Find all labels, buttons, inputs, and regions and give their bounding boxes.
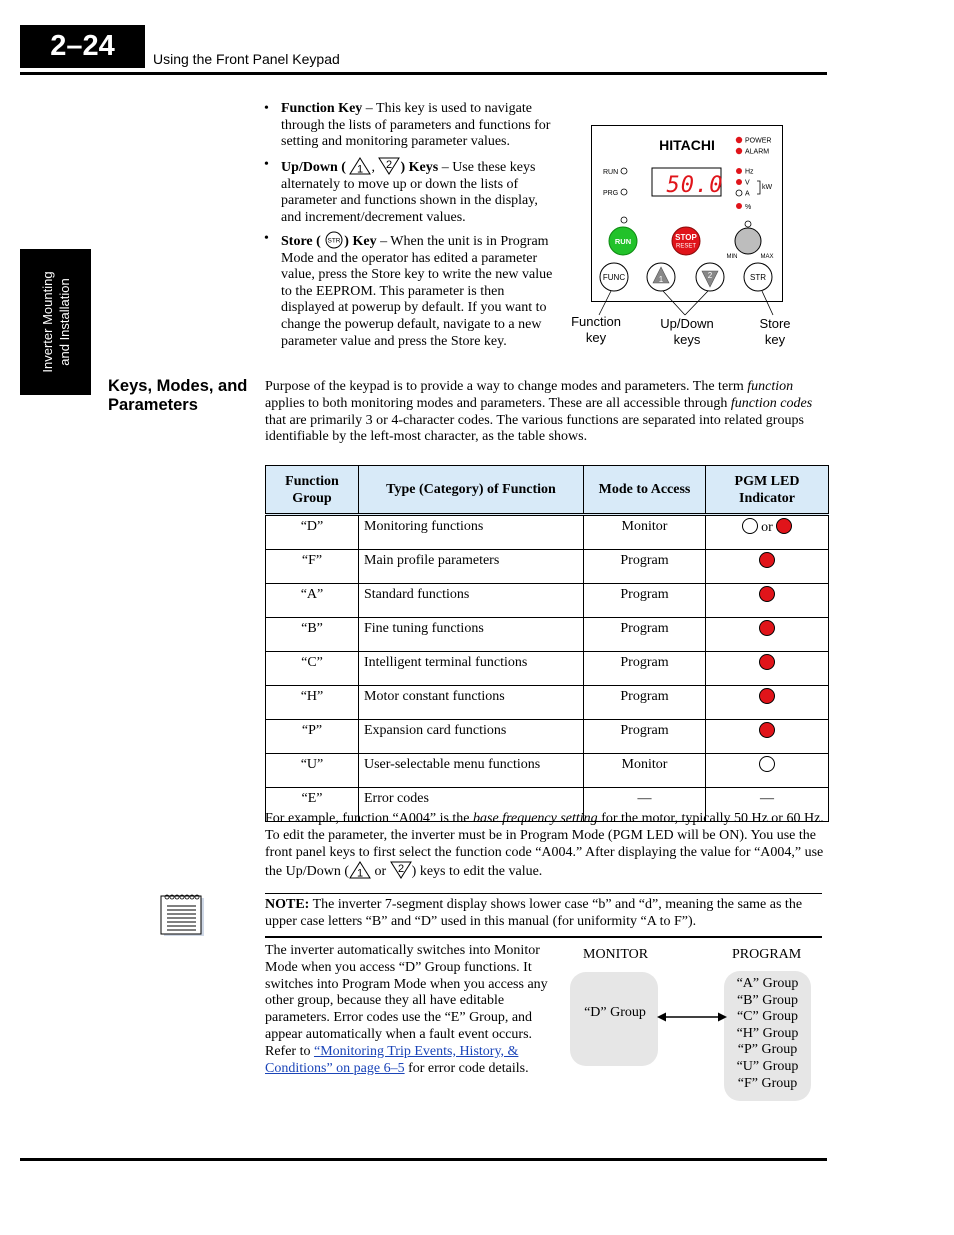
v-label: V — [745, 179, 750, 187]
bullet-updown-keys: • Up/Down ( 1 , 2 ) Keys – Use these keys alternately to move up or down the lists of parameter and functions shown in the display, and increment/decrement values. — [264, 157, 538, 225]
svg-text:RUN: RUN — [614, 237, 632, 246]
svg-text:2: 2 — [397, 863, 404, 876]
down-key-icon — [390, 861, 412, 879]
svg-text:STR: STR — [750, 273, 766, 282]
table-row: “P” Expansion card functions Program — [266, 720, 829, 754]
table-row: “A” Standard functions Program — [266, 584, 829, 618]
bullet-store-key: • Store ( STR ) Key – When the unit is in Program Mode and the operator has edited a parameter value, press the Store key to write the new value to the EEPROM. This parameter is then displayed at powerup by default. If you want to change the powerup default, navigate to a new parameter value and press the Store key. — [264, 231, 553, 349]
led-on-icon — [759, 654, 775, 670]
monitoring-trip-events-link[interactable]: “Monitoring Trip Events, History, & Conditions” on page 6–5 — [265, 1043, 519, 1076]
keypad-drawing — [591, 125, 786, 320]
list-item: “P” Group — [737, 1042, 798, 1058]
example-paragraph: For example, function “A004” is the base frequency setting for the motor, typically 50 Hz or 60 Hz. To edit the parameter, the inverter must be in Program Mode (PGM LED will be ON). You use the front panel keys to first select the function code “A004.” After displaying the value for “A004,” use the Up/Down ( 1 or 2 ) keys to edit the value. — [265, 811, 824, 880]
pct-label: % — [745, 204, 752, 211]
col-header-type: Type (Category) of Function — [359, 466, 584, 515]
store-key-icon — [324, 231, 344, 249]
svg-text:RESET: RESET — [675, 243, 697, 250]
note-rule-top — [265, 893, 822, 894]
alarm-led — [736, 148, 742, 154]
svg-text:2: 2 — [386, 159, 393, 171]
footer-rule — [20, 1158, 827, 1161]
table-row: “F” Main profile parameters Program — [266, 550, 829, 584]
monitor-label: MONITOR — [583, 947, 649, 962]
list-item: “C” Group — [736, 1009, 799, 1025]
display-value: 50.0 — [666, 173, 724, 198]
power-led — [736, 137, 742, 143]
alarm-label: ALARM — [745, 148, 770, 156]
led-on-icon — [759, 688, 775, 704]
led-on-icon — [776, 518, 792, 534]
bullet-term: Up/Down ( — [281, 160, 346, 175]
up-key-icon — [349, 861, 371, 879]
bullet-term: Store ( — [281, 234, 321, 249]
run-led — [621, 168, 627, 174]
hz-label: Hz — [745, 168, 754, 176]
col-header-mode: Mode to Access — [584, 466, 706, 515]
svg-text:FUNC: FUNC — [602, 273, 626, 282]
list-item: “F” Group — [737, 1075, 798, 1091]
svg-text:STR: STR — [327, 237, 341, 245]
svg-text:1: 1 — [356, 867, 364, 880]
run-label: RUN — [603, 169, 619, 176]
a-label: A — [745, 190, 750, 198]
led-off-icon — [742, 518, 758, 534]
pot-min-label: MIN — [726, 254, 738, 260]
up-key-icon — [349, 157, 371, 175]
down-key-icon — [378, 157, 400, 175]
bullet-text: – Use these keys alternately to move up or down the lists of parameter and functions shown in the display, and increment/decrement values. — [281, 160, 538, 225]
list-item: “B” Group — [736, 992, 799, 1008]
bullet-text: – When the unit is in Program Mode and the operator has edited a parameter value, press the Store key to write the new value to the EEPROM. This parameter is then displayed at powerup by default. If you want to change the powerup default, navigate to a new parameter value and press the Store key. — [281, 234, 553, 349]
list-item: “H” Group — [736, 1025, 799, 1041]
function-key-callout: Function key — [571, 314, 621, 345]
function-group-table — [265, 465, 829, 822]
table-row: “B” Fine tuning functions Program — [266, 618, 829, 652]
prg-label: PRG — [603, 190, 619, 197]
potentiometer-knob — [735, 228, 761, 254]
svg-text:1: 1 — [357, 163, 364, 175]
monitor-mode-paragraph: The inverter automatically switches into Monitor Mode when you access “D” Group functions. It switches into Program Mode when you access any other group, because they all have editable parameters. Error codes use the “E” Group, and appear automatically when a fault event occurs. Refer to “Monitoring Trip Events, History, & Conditions” on page 6–5 for error code details. — [265, 943, 548, 1076]
page-number: 2–24 — [20, 25, 145, 68]
store-key-callout: Store key — [759, 316, 791, 347]
pot-max-label: MAX — [760, 254, 774, 260]
power-label: POWER — [745, 137, 772, 145]
col-header-group: Function Group — [266, 466, 359, 515]
side-tab-line-1: Inverter Mounting — [39, 271, 55, 373]
header-rule — [20, 72, 827, 75]
bullet-term: Function Key — [281, 101, 363, 116]
monitor-group-label: “D” Group — [584, 1005, 646, 1020]
prg-led — [621, 189, 627, 195]
led-on-icon — [759, 586, 775, 602]
led-on-icon — [759, 620, 775, 636]
side-tab-label — [20, 249, 91, 395]
table-row: “D” Monitoring functions Monitor or — [266, 515, 829, 550]
program-label: PROGRAM — [732, 947, 802, 962]
program-group-list — [724, 976, 811, 1092]
kw-label: kW — [762, 184, 773, 191]
led-on-icon — [759, 722, 775, 738]
led-on-icon — [759, 552, 775, 568]
svg-text:1: 1 — [658, 275, 664, 284]
list-item: “A” Group — [736, 976, 799, 991]
table-row: “C” Intelligent terminal functions Program — [266, 652, 829, 686]
purpose-paragraph: Purpose of the keypad is to provide a way to change modes and parameters. The term function applies to both monitoring modes and parameters. These are all accessible through function codes that are primarily 3 or 4-character codes. The various functions are separated into related groups identifiable by the left-most character, as the table shows. — [265, 379, 813, 445]
brand-logo: HITACHI — [659, 137, 715, 153]
led-off-icon — [759, 756, 775, 772]
table-row: “E” Error codes — — — [266, 788, 829, 822]
updown-keys-callout: Up/Down keys — [660, 316, 714, 347]
side-tab-line-2: and Installation — [56, 278, 72, 366]
col-header-led: PGM LED Indicator — [706, 466, 829, 515]
note-icon — [158, 892, 206, 940]
note-text: NOTE: The inverter 7-segment display shows lower case “b” and “d”, meaning the same as the upper case letters “B” and “D” used in this manual (for uniformity “A to F”). — [265, 897, 803, 929]
bidirectional-arrow-icon — [656, 1009, 728, 1025]
table-row: “U” User-selectable menu functions Monitor — [266, 754, 829, 788]
bullet-function-key: • Function Key – This key is used to navigate through the lists of parameters and functions for setting and monitoring parameter values. — [264, 101, 551, 150]
list-item: “U” Group — [736, 1058, 799, 1074]
running-head: Using the Front Panel Keypad — [153, 51, 340, 67]
svg-text:STOP: STOP — [675, 233, 697, 242]
table-row: “H” Motor constant functions Program — [266, 686, 829, 720]
svg-text:2: 2 — [707, 271, 713, 280]
bullet-text: – This key is used to navigate through the lists of parameters and functions for setting and monitoring parameter values. — [281, 101, 551, 150]
section-heading: Keys, Modes, and Parameters — [108, 377, 248, 414]
note-rule-bottom — [265, 936, 822, 938]
